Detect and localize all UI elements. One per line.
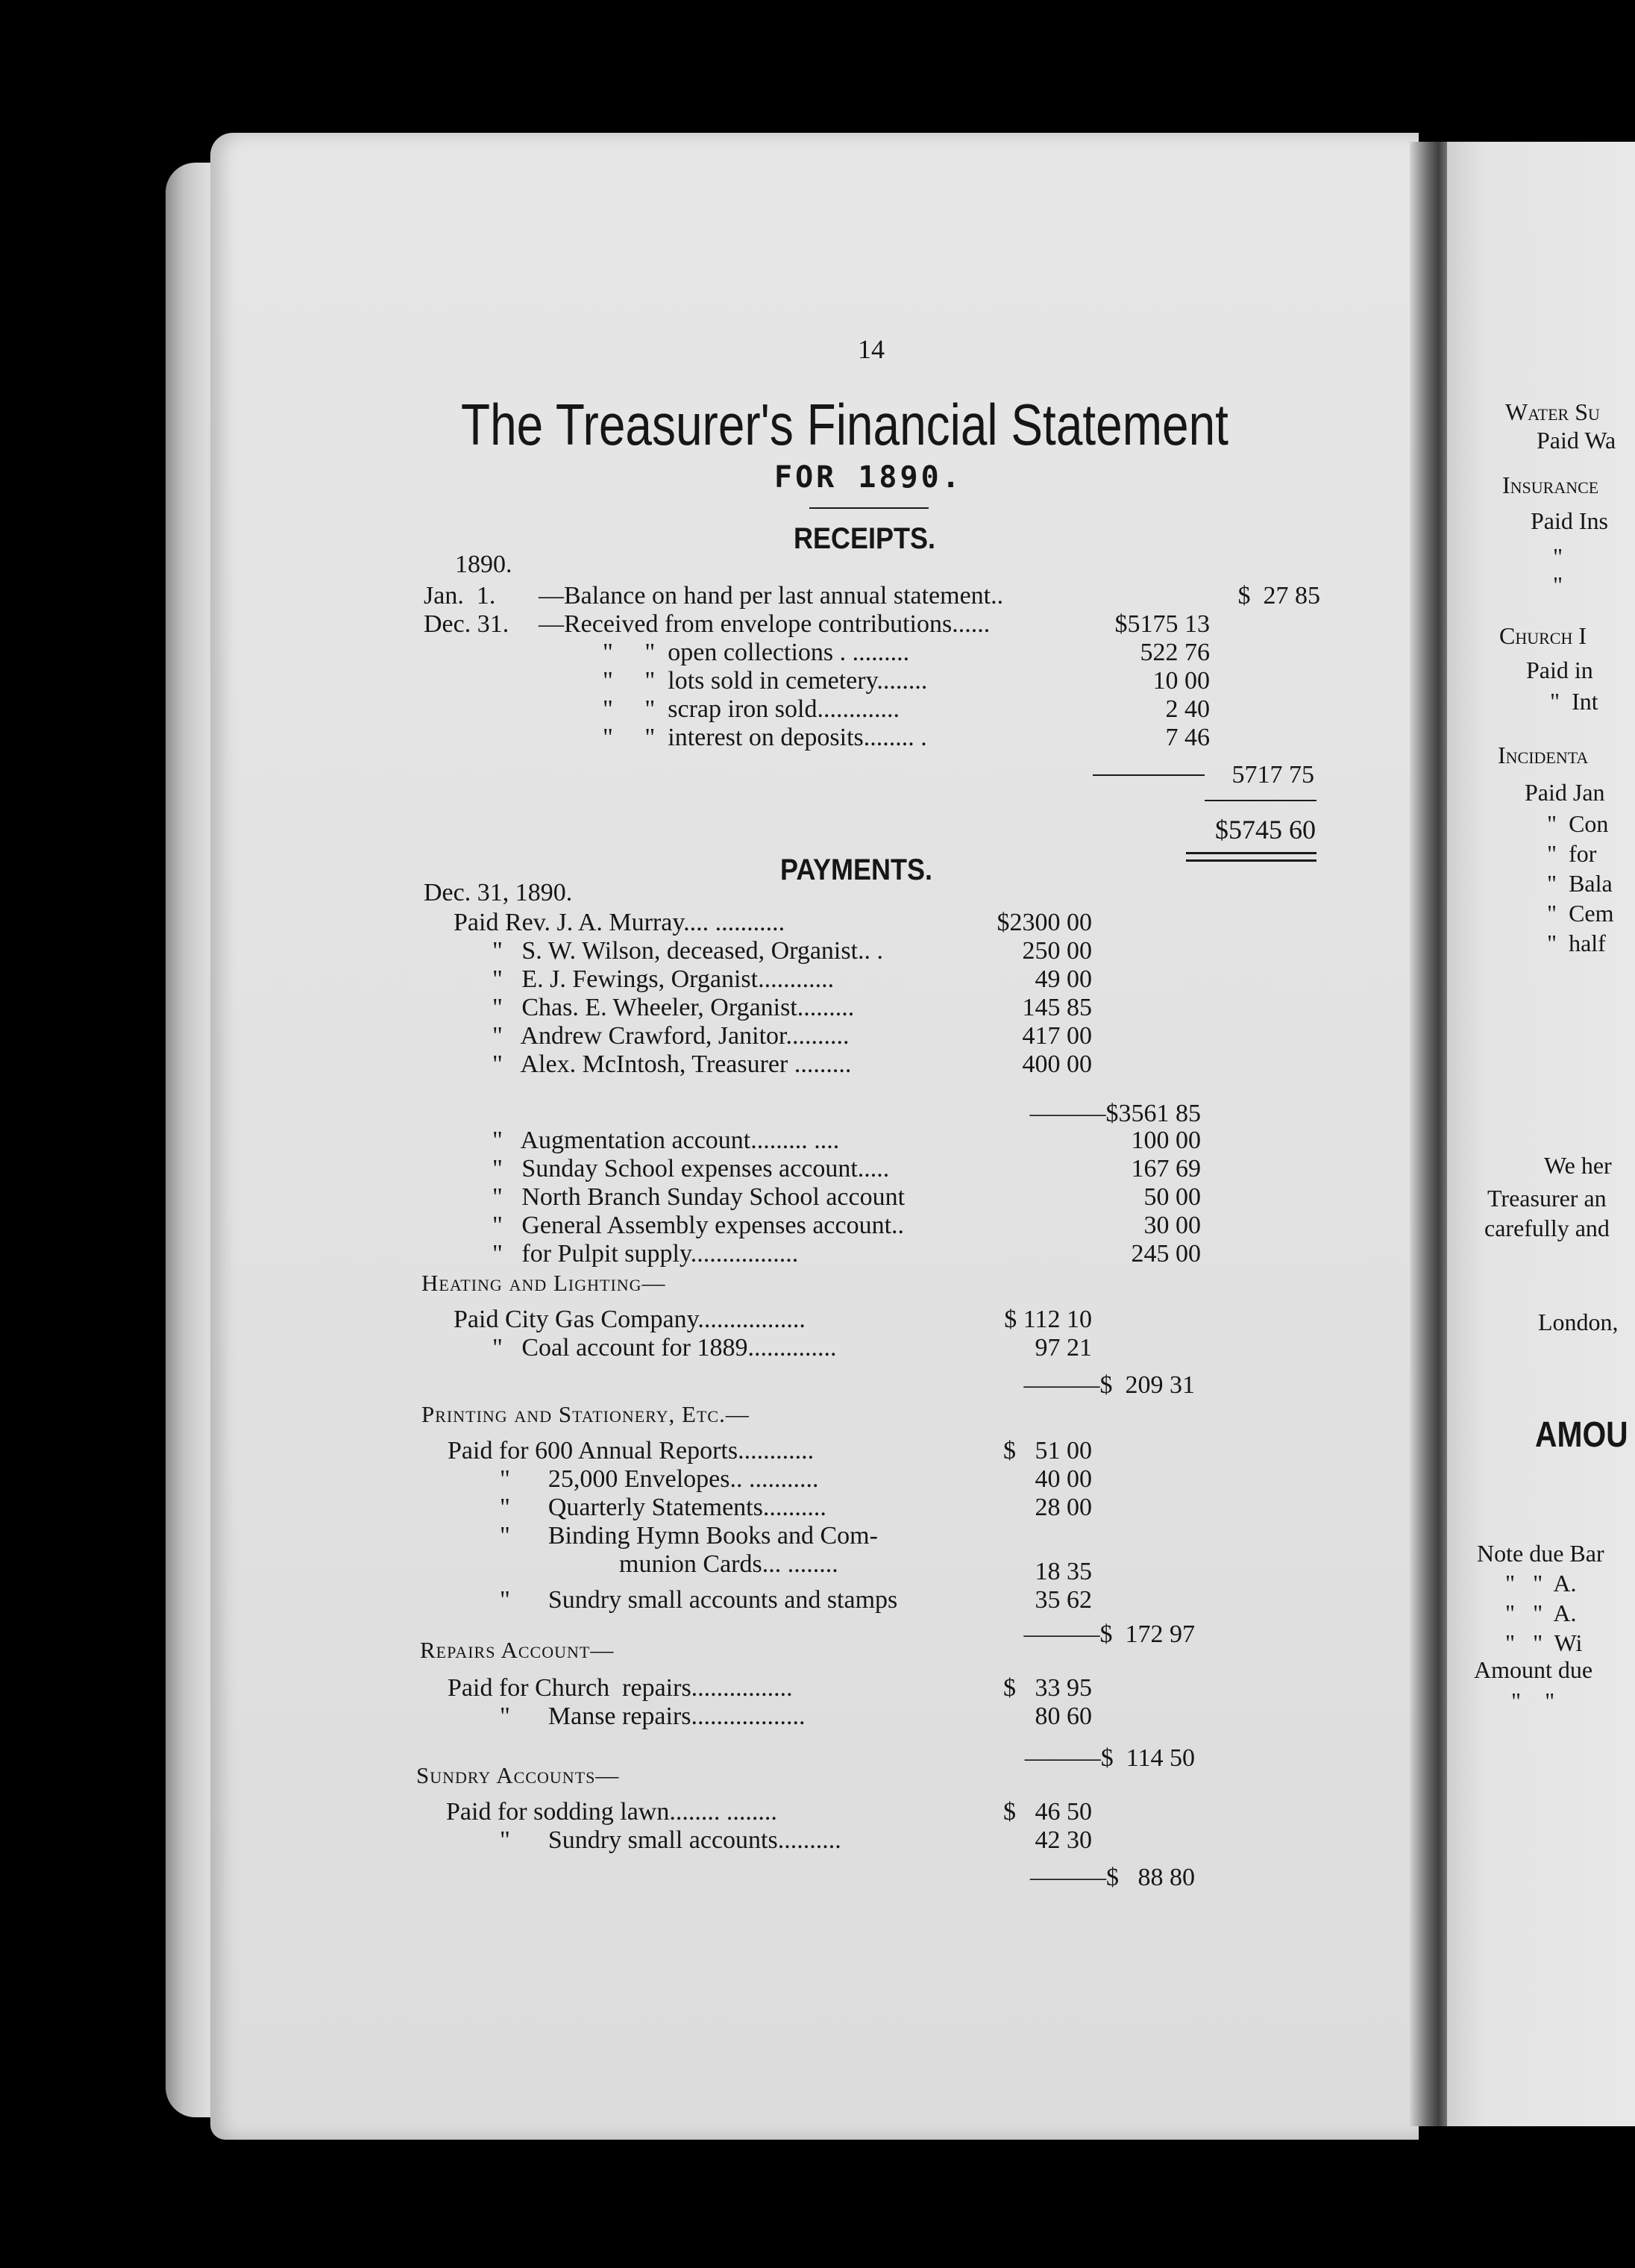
payment-amount: 40 00: [1035, 1465, 1092, 1493]
fragment: Paid Wa: [1537, 427, 1616, 454]
payment-amount: 417 00: [1022, 1022, 1092, 1050]
receipts-grand-total: $5745 60: [1215, 815, 1316, 845]
payment-text: " Alex. McIntosh, Treasurer .........: [492, 1050, 852, 1078]
receipt-text: " " lots sold in cemetery........: [603, 667, 928, 695]
fragment: " " A.: [1505, 1600, 1577, 1626]
grand-total-rule-2: [1186, 859, 1317, 862]
fragment: Incidenta: [1498, 742, 1589, 768]
fragment: Note due Bar: [1477, 1540, 1604, 1567]
fragment: Church I: [1499, 622, 1587, 649]
payment-amount: 80 60: [1035, 1702, 1092, 1730]
payment-amount: $ 112 10: [1004, 1306, 1092, 1333]
page-title: The Treasurer's Financial Statement: [461, 392, 1228, 457]
section-heading: Repairs Account—: [420, 1637, 615, 1663]
grand-total-rule-1: [1186, 852, 1317, 854]
fragment: Paid Ins: [1531, 507, 1608, 534]
receipt-total: $ 27 85: [1237, 582, 1320, 610]
fragment: " Con: [1547, 810, 1609, 837]
page-subtitle: FOR 1890.: [774, 460, 963, 495]
receipt-text: " " open collections . .........: [603, 639, 910, 666]
page-number: 14: [858, 334, 885, 364]
fragment: " " Wi: [1505, 1629, 1583, 1656]
payment-text: " Quarterly Statements..........: [500, 1494, 826, 1521]
payment-amount: 100 00: [1131, 1127, 1201, 1154]
fragment: " for: [1547, 840, 1597, 867]
payment-amount: $ 33 95: [1003, 1674, 1092, 1702]
fragment: AMOU: [1535, 1415, 1628, 1455]
receipt-amount: 522 76: [1140, 639, 1210, 666]
payment-text: Paid for sodding lawn........ ........: [446, 1798, 777, 1826]
fragment: London,: [1538, 1309, 1619, 1335]
receipt-text: —Received from envelope contributions......: [539, 610, 991, 638]
payment-amount: 250 00: [1022, 937, 1092, 965]
section-total: ———$ 88 80: [1030, 1864, 1195, 1891]
payment-text: " 25,000 Envelopes.. ...........: [500, 1465, 819, 1493]
payment-amount: 400 00: [1022, 1050, 1092, 1078]
fragment: " Cem: [1547, 900, 1614, 927]
book-gutter: [1410, 142, 1451, 2126]
receipt-amount: $5175 13: [1114, 610, 1210, 638]
payment-amount: 245 00: [1131, 1240, 1201, 1268]
fragment: Insurance: [1502, 472, 1599, 498]
payment-text: Paid City Gas Company.................: [454, 1306, 806, 1333]
fragment: ": [1553, 543, 1563, 570]
section-total: ———$ 172 97: [1023, 1620, 1195, 1648]
fragment: Water Su: [1505, 398, 1600, 425]
payment-text: " North Branch Sunday School account: [492, 1183, 906, 1211]
payment-amount: $ 51 00: [1003, 1437, 1092, 1465]
section-heading: Sundry Accounts—: [416, 1762, 620, 1788]
payment-text: munion Cards... ........: [619, 1550, 838, 1578]
payment-text: " Coal account for 1889..............: [492, 1334, 837, 1362]
fragment: carefully and: [1484, 1215, 1610, 1241]
payment-text: " Sundry small accounts..........: [500, 1826, 841, 1854]
fragment: " " A.: [1505, 1570, 1577, 1597]
fragment: " ": [1511, 1688, 1555, 1714]
fragment: " Bala: [1547, 870, 1613, 897]
payment-amount: 49 00: [1035, 965, 1092, 993]
payment-amount: 28 00: [1035, 1494, 1092, 1521]
fragment: Paid Jan: [1525, 779, 1605, 806]
payment-text: " General Assembly expenses account..: [492, 1212, 905, 1239]
payments-heading: PAYMENTS.: [780, 853, 933, 886]
payment-text: " Manse repairs..................: [500, 1702, 806, 1730]
receipts-subtotal: 5717 75: [1231, 761, 1314, 789]
section-total: ———$ 209 31: [1023, 1371, 1195, 1399]
section-heading: Heating and Lighting—: [421, 1270, 666, 1296]
fragment: Paid in: [1526, 657, 1593, 683]
payment-text: Paid for 600 Annual Reports............: [448, 1437, 815, 1465]
payment-amount: 30 00: [1143, 1212, 1201, 1239]
salaries-total: ———$3561 85: [1029, 1100, 1201, 1127]
section-total: ———$ 114 50: [1024, 1744, 1195, 1772]
receipts-sum-rule: [1093, 774, 1205, 776]
payment-text: " S. W. Wilson, deceased, Organist.. .: [492, 937, 884, 965]
payment-text: " Andrew Crawford, Janitor..........: [492, 1022, 850, 1050]
payment-amount: 18 35: [1035, 1558, 1092, 1585]
payment-text: " Binding Hymn Books and Com-: [500, 1522, 878, 1550]
payment-amount: 35 62: [1035, 1586, 1092, 1614]
payment-amount: 167 69: [1131, 1155, 1201, 1182]
receipt-text: —Balance on hand per last annual statement..: [539, 582, 1010, 610]
receipts-heading: RECEIPTS.: [794, 522, 936, 555]
payment-text: Paid Rev. J. A. Murray.... ...........: [454, 909, 785, 936]
payment-amount: 42 30: [1035, 1826, 1092, 1854]
receipt-text: " " scrap iron sold.............: [603, 695, 900, 723]
receipt-amount: 10 00: [1152, 667, 1210, 695]
fragment: " half: [1547, 930, 1606, 956]
payment-text: " Augmentation account......... ....: [492, 1127, 840, 1154]
payment-text: " for Pulpit supply.................: [492, 1240, 799, 1268]
title-divider: [809, 507, 929, 509]
fragment: ": [1553, 571, 1563, 598]
receipt-amount: 7 46: [1165, 724, 1210, 751]
payments-date: Dec. 31, 1890.: [424, 879, 573, 906]
payment-amount: $ 46 50: [1003, 1798, 1092, 1826]
payment-amount: $2300 00: [997, 909, 1092, 936]
receipts-year: 1890.: [455, 551, 512, 578]
fragment: Amount due: [1474, 1656, 1593, 1683]
payment-text: Paid for Church repairs................: [448, 1674, 793, 1702]
payment-amount: 145 85: [1022, 994, 1092, 1021]
receipt-text: " " interest on deposits........ .: [603, 724, 927, 751]
payment-text: " Chas. E. Wheeler, Organist.........: [492, 994, 855, 1021]
payment-text: " Sunday School expenses account.....: [492, 1155, 890, 1182]
payment-text: " E. J. Fewings, Organist............: [492, 965, 835, 993]
receipt-date: Jan. 1.: [424, 582, 496, 610]
receipt-amount: 2 40: [1165, 695, 1210, 723]
payment-text: " Sundry small accounts and stamps: [500, 1586, 898, 1614]
payment-amount: 50 00: [1143, 1183, 1201, 1211]
receipt-date: Dec. 31.: [424, 610, 509, 638]
payment-amount: 97 21: [1035, 1334, 1092, 1362]
fragment: We her: [1544, 1152, 1612, 1179]
subtotal-rule: [1205, 800, 1317, 801]
fragment: Treasurer an: [1487, 1185, 1607, 1212]
section-heading: Printing and Stationery, Etc.—: [421, 1401, 750, 1427]
fragment: " Int: [1550, 688, 1598, 715]
